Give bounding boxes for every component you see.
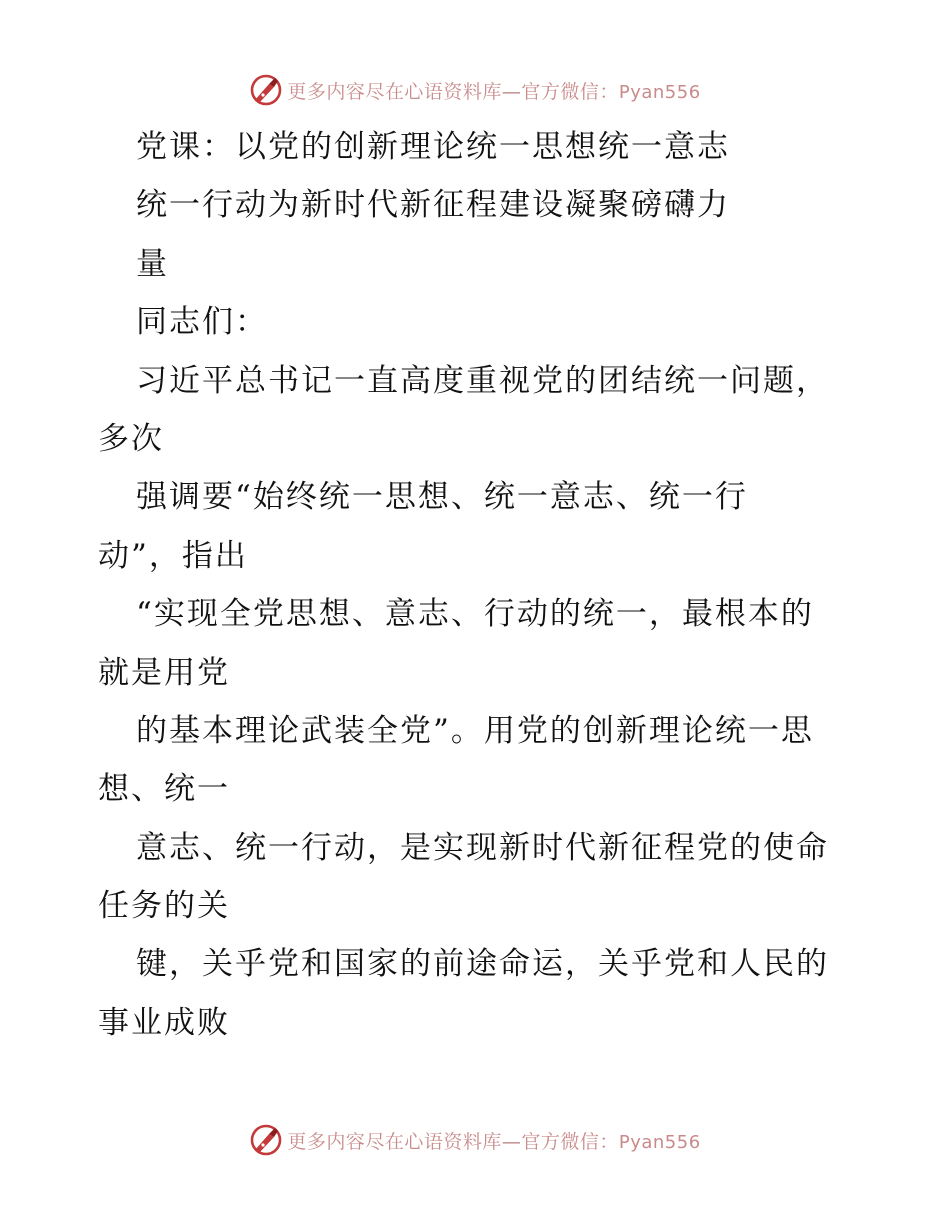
footer-watermark: [0, 1120, 950, 1160]
text-line: 统一行动为新时代新征程建设凝聚磅礴力: [136, 187, 730, 224]
text-line: 量: [136, 245, 169, 282]
watermark-text: 更多内容尽在心语资料库—官方微信：Pyan556: [287, 1130, 701, 1153]
text-line: 想、统一: [98, 771, 230, 808]
pen-logo-icon: [249, 73, 283, 107]
text-line: 就是用党: [98, 654, 230, 691]
text-line: 同志们：: [136, 304, 268, 341]
document-title-line: 党课：以党的创新理论统一思想统一意志: [136, 129, 730, 165]
text-line: 意志、统一行动，是实现新时代新征程党的使命: [136, 829, 829, 866]
text-line: 动”，指出: [98, 537, 248, 574]
text-line: 事业成败: [98, 1004, 230, 1041]
text-line: 的基本理论武装全党”。用党的创新理论统一思: [136, 712, 814, 749]
document-body: [98, 118, 858, 1052]
text-line: “实现全党思想、意志、行动的统一，最根本的: [136, 596, 814, 633]
text-line: 强调要“始终统一思想、统一意志、统一行: [136, 479, 748, 516]
pen-logo-icon: [249, 1123, 283, 1157]
text-line: 任务的关: [98, 888, 230, 925]
text-line: 键，关乎党和国家的前途命运，关乎党和人民的: [136, 946, 829, 983]
header-watermark: [0, 70, 950, 110]
text-line: 习近平总书记一直高度重视党的团结统一问题，: [136, 362, 829, 399]
text-line: 多次: [98, 420, 164, 457]
watermark-text: 更多内容尽在心语资料库—官方微信：Pyan556: [287, 80, 701, 103]
